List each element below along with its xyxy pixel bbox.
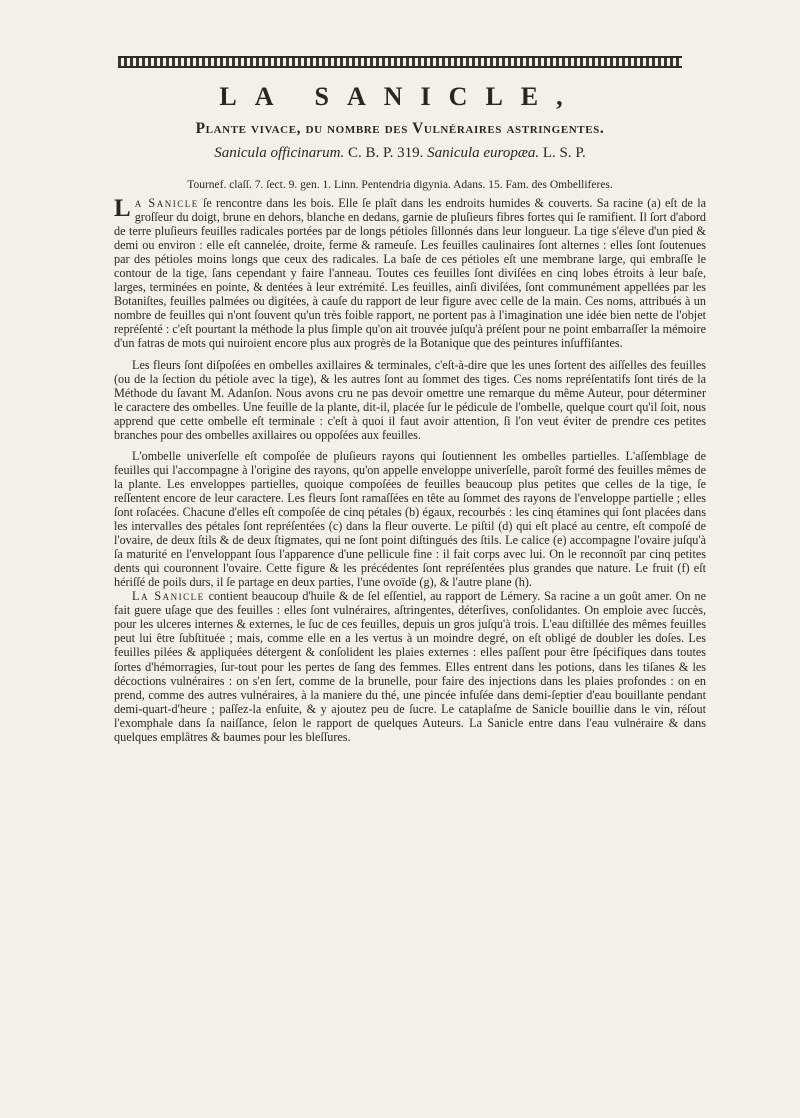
paragraph-3: L'ombelle univerſelle eſt compoſée de pluſieurs rayons qui ſoutiennent les ombelles partielles. L'aſſemblage de feuilles qui l'accompagne à l'origine des rayons, qu'on appelle enveloppe univerſelle, paroît formé des feuilles mêmes de la plante. Les enveloppes partielles, quoique compoſées de feuilles beaucoup plus petites que celles de la tige, ſe reſſentent encore de leur caractere. Les fleurs ſont ramaſſées en tête au ſommet des rayons de l'enveloppe partielle ; elles ſont roſacées. Chacune d'elles eſt compoſée de cinq pétales (b) égaux, recourbés : les cinq étamines qui ſont placées dans les intervalles des pétales ſont repréſentées (c) dans la fleur ouverte. Le piſtil (d) qui eſt placé au centre, eſt compoſé de l'ovaire, de deux ſtils & de deux ſtigmates, qui ne ſont point diſtingués des ſtils. Le calice (e) accompagne l'ovaire juſqu'à ſa maturité en l'enveloppant ſous l'apparence d'une pellicule fine : il fait corps avec lui. On le reconnoît par cinq petites dents qui couronnent l'ovaire. Cette figure & les précédentes ſont repréſentées plus grandes que nature. Le fruit (f) eſt hériſſé de poils durs, il ſe partage en deux parties, l'une ovoïde (g), & l'autre plane (h). bbox=[114, 448, 706, 590]
synonym-1-latin: Sanicula officinarum. bbox=[214, 145, 345, 161]
synonym-2-ref: L. S. P. bbox=[539, 145, 586, 161]
synonyms-line bbox=[0, 145, 800, 162]
paragraph-1 bbox=[114, 196, 706, 351]
subtitle: Plante vivace, du nombre des Vulnéraires astringentes. bbox=[195, 120, 605, 137]
drop-cap: L bbox=[114, 195, 131, 222]
paragraph-4-lead: La Sanicle bbox=[132, 589, 205, 604]
page-title: LA SANICLE, bbox=[219, 82, 581, 111]
paragraph-2: Les fleurs ſont diſpoſées en ombelles axillaires & terminales, c'eſt-à-dire que les unes ſortent des aiſſelles des feuilles (ou de la ſection du pétiole avec la tige), & les autres ſont au ſommet des tiges. Ces noms repréſentatifs ſont tirés de la Méthode du ſavant M. Adanſon. Nous avons cru ne pas devoir omettre une remarque du même Auteur, pour déterminer le caractere des ombelles. Une feuille de la plante, dit-il, placée ſur le pédicule de l'ombelle, quelque court qu'il ſoit, nous apprend que cette ombelle eſt terminale : c'eſt à quoi il faut avoir attention, ſi l'on veut éviter de prendre ces petites branches pour des ombelles axillaires ou oppoſées aux feuilles. bbox=[114, 357, 706, 442]
header-ornament bbox=[118, 56, 682, 68]
paragraph-1-text: ſe rencontre dans les bois. Elle ſe plaît dans les endroits humides & couverts. Sa racine (a) eſt de la groſſeur du doigt, brune en dehors, blanche en dedans, garnie de pluſieurs fibres fortes qui ſe ramifient. Il ſort d'abord de terre pluſieurs feuilles radicales portées par de longs pétioles ſillonnés dans leur longueur. La tige s'éleve d'un pied & demi ou environ : elle eſt cannelée, droite, ferme & rameuſe. Les feuilles caulinaires ſont alternes : elles ſont ſoutenues par des pétioles moins longs que ceux des radicales. La baſe de ces pétioles eſt une membrane large, qui embraſſe le contour de la tige, ſans cependant y faire l'anneau. Toutes ces feuilles ſont diviſées en cinq lobes étroits à leur baſe, larges, terminées en pointe, & dentées à leur extrémité. Les feuilles, ainſi diviſées, ſont communément appellées par les Botaniſtes, feuilles palmées ou digitées, à cauſe du rapport de leur figure avec celle de la main. Ces noms, attribués à un nombre de feuilles qui n'ont ſouvent qu'un très foible rapport, ne portent pas à l'imagination une idée bien nette de l'objet repréſenté : c'eſt pourtant la méthode la plus ſimple qu'on ait trouvée juſqu'à préſent pour ne point embarraſſer la mémoire d'un fatras de mots qui nuiroient encore plus aux progrès de la Botanique que des peintures inſuffiſantes. bbox=[114, 196, 706, 351]
synonym-1-ref: C. B. P. 319. bbox=[344, 145, 428, 161]
paragraph-4 bbox=[114, 589, 706, 744]
synonym-2-latin: Sanicula europæa. bbox=[427, 145, 540, 161]
body-text bbox=[114, 196, 706, 744]
paragraph-4-text: contient beaucoup d'huile & de ſel eſſentiel, au rapport de Lémery. Sa racine a un goût amer. On ne fait guere uſage que des feuilles : elles ſont vulnéraires, aſtringentes, déterſives, conſolidantes. On emploie avec ſuccès, pour les ulceres internes & externes, le ſuc de ces feuilles, depuis un gros juſqu'à trois. L'eau diſtillée des mêmes feuilles peut lui être ſubſtituée ; mais, comme elle en a les vertus à un moindre degré, on eſt obligé de doubler les doſes. Les feuilles pilées & appliquées détergent & conſolident les plaies externes : elles paſſent pour être ſpécifiques dans toutes ſortes d'hémorragies, ſur-tout pour les pertes de ſang des femmes. Elles entrent dans les potions, dans les tiſanes & les décoctions vulnéraires : on s'en ſert, comme de la brunelle, pour faire des injections dans les plaies profondes : on en prend, comme des autres vulnéraires, à la maniere du thé, une pincée infuſée dans demi-ſeptier d'eau bouillante pendant demi-quart-d'heure ; paſſez-la enſuite, & y ajoutez peu de ſucre. Le cataplaſme de Sanicle bouillie dans le vin, réſout l'exomphale dans ſa naiſſance, ſelon le rapport de quelques Auteurs. La Sanicle entre dans l'eau vulnéraire & dans quelques emplâtres & baumes pour les bleſſures. bbox=[114, 589, 707, 744]
classification-line: Tournef. claſſ. 7. ſect. 9. gen. 1. Linn. Pentendria digynia. Adans. 15. Fam. des Ombelliferes. bbox=[187, 179, 613, 191]
lead-word: a Sanicle bbox=[134, 196, 199, 210]
